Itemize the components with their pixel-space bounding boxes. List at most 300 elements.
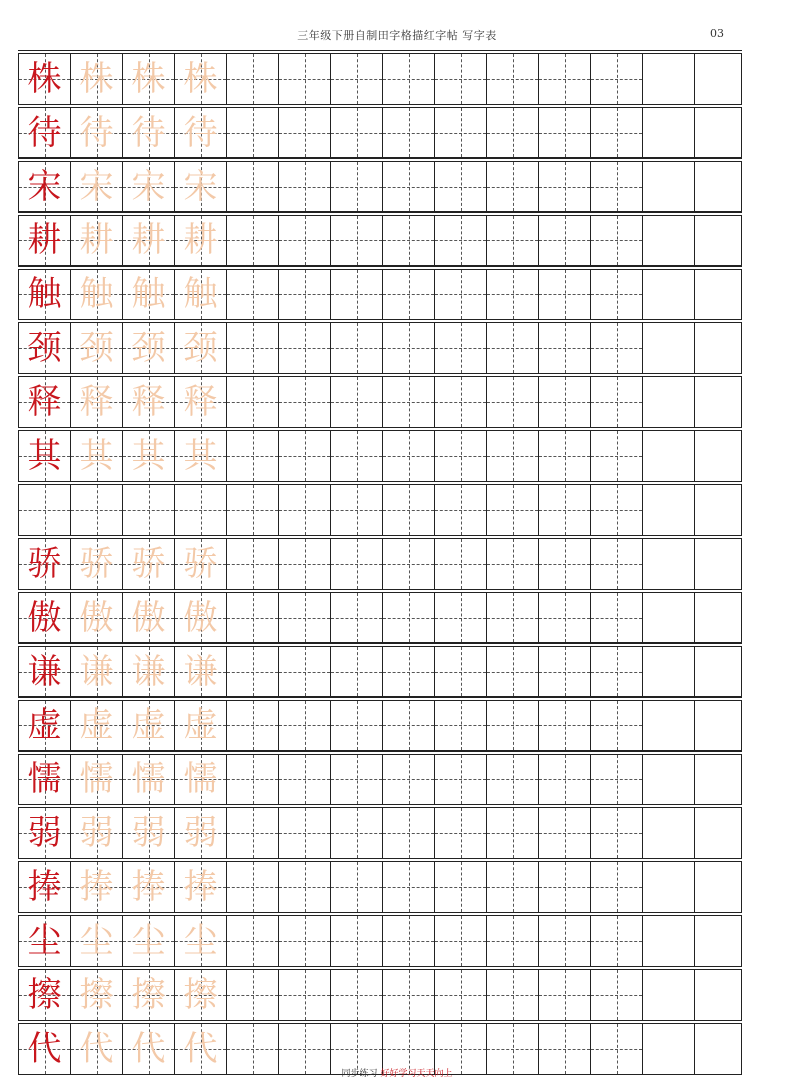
tian-cell[interactable] (331, 485, 383, 535)
tian-cell[interactable] (227, 323, 279, 373)
tian-cell[interactable] (227, 162, 279, 212)
tian-cell[interactable] (591, 593, 643, 643)
tian-cell[interactable] (591, 485, 643, 535)
tian-cell[interactable] (383, 216, 435, 266)
tian-cell[interactable] (279, 539, 331, 589)
tian-cell[interactable] (591, 431, 643, 481)
tian-cell[interactable] (435, 216, 487, 266)
model-character (19, 485, 70, 535)
tian-cell[interactable] (19, 431, 71, 481)
tian-cell[interactable] (331, 808, 383, 858)
tian-cell[interactable] (71, 916, 123, 966)
tian-cell[interactable] (331, 54, 383, 104)
tian-cell[interactable] (331, 862, 383, 912)
blank-cell[interactable] (643, 377, 695, 427)
tian-cell[interactable] (435, 108, 487, 158)
blank-cell[interactable] (695, 808, 747, 858)
trace-character: 懦 (79, 759, 114, 800)
tian-cell[interactable] (383, 108, 435, 158)
blank-cell[interactable] (695, 485, 747, 535)
tian-cell[interactable] (71, 54, 123, 104)
tian-cell[interactable] (539, 270, 591, 320)
tian-cell[interactable] (19, 108, 71, 158)
tian-cell[interactable] (175, 539, 227, 589)
blank-cell[interactable] (643, 108, 695, 158)
tian-cell[interactable] (71, 377, 123, 427)
tian-cell[interactable] (279, 808, 331, 858)
tian-cell[interactable] (539, 323, 591, 373)
trace-character: 捧 (79, 867, 114, 908)
tian-cell[interactable] (227, 970, 279, 1020)
tian-cell[interactable] (175, 162, 227, 212)
trace-character: 擦 (131, 974, 166, 1015)
tian-cell[interactable] (123, 1024, 175, 1074)
tian-cell[interactable] (123, 808, 175, 858)
tian-cell[interactable] (123, 54, 175, 104)
tian-cell[interactable] (175, 755, 227, 805)
tian-cell[interactable] (539, 54, 591, 104)
tian-cell[interactable] (175, 970, 227, 1020)
tian-cell[interactable] (487, 54, 539, 104)
tian-cell[interactable] (539, 647, 591, 697)
tian-cell[interactable] (539, 162, 591, 212)
model-character: 捧 (27, 867, 62, 908)
tian-cell[interactable] (591, 54, 643, 104)
tian-cell[interactable] (279, 916, 331, 966)
tian-cell[interactable] (487, 916, 539, 966)
tian-cell[interactable] (539, 593, 591, 643)
tian-cell[interactable] (175, 323, 227, 373)
tian-cell[interactable] (123, 970, 175, 1020)
trace-character: 颈 (183, 328, 218, 369)
tian-cell[interactable] (435, 755, 487, 805)
tian-cell[interactable] (227, 593, 279, 643)
tian-cell[interactable] (71, 1024, 123, 1074)
tian-cell[interactable] (123, 431, 175, 481)
model-character: 耕 (27, 220, 62, 261)
blank-cell[interactable] (643, 216, 695, 266)
blank-cell[interactable] (695, 862, 747, 912)
blank-cell[interactable] (695, 647, 747, 697)
tian-cell[interactable] (71, 755, 123, 805)
trace-character: 株 (131, 58, 166, 99)
tian-cell[interactable] (227, 701, 279, 751)
tian-cell[interactable] (175, 377, 227, 427)
tian-cell[interactable] (19, 270, 71, 320)
tian-cell[interactable] (123, 539, 175, 589)
trace-character: 株 (79, 58, 114, 99)
tian-cell[interactable] (331, 755, 383, 805)
tian-cell[interactable] (487, 377, 539, 427)
tian-cell[interactable] (591, 970, 643, 1020)
tian-cell[interactable] (123, 377, 175, 427)
tian-cell[interactable] (227, 755, 279, 805)
tian-cell[interactable] (331, 216, 383, 266)
tian-cell[interactable] (487, 323, 539, 373)
tian-cell[interactable] (487, 755, 539, 805)
model-character: 虚 (27, 705, 62, 746)
tian-cell[interactable] (539, 701, 591, 751)
page-number: 03 (710, 27, 724, 40)
tian-cell[interactable] (71, 970, 123, 1020)
tian-cell[interactable] (331, 431, 383, 481)
trace-character: 释 (131, 382, 166, 423)
tian-cell[interactable] (19, 377, 71, 427)
tian-cell[interactable] (71, 108, 123, 158)
trace-character: 宋 (79, 166, 114, 207)
tian-cell[interactable] (539, 916, 591, 966)
tian-cell[interactable] (435, 539, 487, 589)
tian-cell[interactable] (383, 270, 435, 320)
tian-cell[interactable] (383, 808, 435, 858)
tian-cell[interactable] (227, 377, 279, 427)
blank-cell[interactable] (695, 54, 747, 104)
tian-cell[interactable] (331, 970, 383, 1020)
trace-character: 擦 (79, 974, 114, 1015)
tian-cell[interactable] (227, 862, 279, 912)
tian-cell[interactable] (19, 970, 71, 1020)
trace-character: 释 (79, 382, 114, 423)
tian-cell[interactable] (279, 377, 331, 427)
tian-cell[interactable] (123, 593, 175, 643)
blank-cell[interactable] (643, 701, 695, 751)
tian-cell[interactable] (591, 539, 643, 589)
tian-cell[interactable] (19, 916, 71, 966)
tian-cell[interactable] (487, 162, 539, 212)
tian-cell[interactable] (383, 593, 435, 643)
tian-cell[interactable] (71, 162, 123, 212)
tian-cell[interactable] (331, 162, 383, 212)
tian-cell[interactable] (591, 377, 643, 427)
tian-cell[interactable] (331, 377, 383, 427)
trace-character: 捧 (183, 867, 218, 908)
tian-cell[interactable] (331, 270, 383, 320)
model-character: 代 (27, 1028, 62, 1069)
trace-character: 耕 (131, 220, 166, 261)
tian-cell[interactable] (591, 647, 643, 697)
tian-cell[interactable] (227, 270, 279, 320)
tian-cell[interactable] (487, 108, 539, 158)
tian-cell[interactable] (19, 216, 71, 266)
tian-cell[interactable] (123, 162, 175, 212)
tian-cell[interactable] (19, 539, 71, 589)
tian-cell[interactable] (591, 862, 643, 912)
tian-cell[interactable] (123, 916, 175, 966)
tian-cell[interactable] (539, 377, 591, 427)
tian-cell[interactable] (487, 862, 539, 912)
trace-character: 株 (183, 58, 218, 99)
blank-cell[interactable] (643, 539, 695, 589)
tian-cell[interactable] (123, 647, 175, 697)
tian-cell[interactable] (591, 216, 643, 266)
tian-cell[interactable] (279, 54, 331, 104)
tian-cell[interactable] (227, 108, 279, 158)
blank-cell[interactable] (643, 755, 695, 805)
blank-cell[interactable] (643, 808, 695, 858)
tian-cell[interactable] (539, 108, 591, 158)
blank-cell[interactable] (643, 431, 695, 481)
tian-cell[interactable] (539, 970, 591, 1020)
tian-cell[interactable] (279, 323, 331, 373)
tian-cell[interactable] (227, 647, 279, 697)
tian-cell[interactable] (435, 916, 487, 966)
tian-cell[interactable] (175, 916, 227, 966)
tian-cell[interactable] (175, 270, 227, 320)
tian-cell[interactable] (435, 54, 487, 104)
tian-cell[interactable] (19, 593, 71, 643)
tian-cell[interactable] (383, 539, 435, 589)
tian-cell[interactable] (279, 593, 331, 643)
blank-cell[interactable] (695, 108, 747, 158)
blank-cell[interactable] (695, 216, 747, 266)
tian-cell[interactable] (331, 539, 383, 589)
tian-cell[interactable] (71, 270, 123, 320)
blank-cell[interactable] (643, 270, 695, 320)
blank-cell[interactable] (695, 323, 747, 373)
trace-character: 虚 (131, 705, 166, 746)
tian-cell[interactable] (71, 862, 123, 912)
blank-cell[interactable] (695, 916, 747, 966)
tian-cell[interactable] (539, 808, 591, 858)
tian-cell[interactable] (71, 647, 123, 697)
tian-cell[interactable] (123, 270, 175, 320)
tian-cell[interactable] (123, 755, 175, 805)
trace-character: 谦 (131, 651, 166, 692)
tian-cell[interactable] (435, 162, 487, 212)
trace-character: 懦 (183, 759, 218, 800)
tian-cell[interactable] (279, 862, 331, 912)
blank-cell[interactable] (643, 647, 695, 697)
trace-character: 宋 (131, 166, 166, 207)
tian-cell[interactable] (279, 701, 331, 751)
trace-character: 尘 (183, 921, 218, 961)
blank-cell[interactable] (643, 485, 695, 535)
blank-cell[interactable] (643, 54, 695, 104)
tian-cell[interactable] (487, 647, 539, 697)
tian-cell[interactable] (591, 701, 643, 751)
tian-cell[interactable] (175, 216, 227, 266)
tian-cell[interactable] (279, 270, 331, 320)
tian-cell[interactable] (175, 862, 227, 912)
tian-cell[interactable] (175, 485, 227, 535)
tian-cell[interactable] (175, 593, 227, 643)
tian-cell[interactable] (227, 54, 279, 104)
tian-cell[interactable] (487, 808, 539, 858)
tian-cell[interactable] (227, 916, 279, 966)
tian-cell[interactable] (383, 485, 435, 535)
blank-cell[interactable] (695, 755, 747, 805)
tian-cell[interactable] (591, 755, 643, 805)
trace-character: 颈 (131, 328, 166, 369)
blank-cell[interactable] (695, 593, 747, 643)
blank-cell[interactable] (695, 270, 747, 320)
tian-cell[interactable] (279, 970, 331, 1020)
blank-cell[interactable] (695, 701, 747, 751)
blank-cell[interactable] (695, 162, 747, 212)
tian-cell[interactable] (487, 970, 539, 1020)
blank-cell[interactable] (643, 916, 695, 966)
tian-cell[interactable] (175, 54, 227, 104)
tian-cell[interactable] (539, 485, 591, 535)
tian-cell[interactable] (175, 1024, 227, 1074)
model-character: 宋 (27, 166, 62, 207)
tian-cell[interactable] (435, 431, 487, 481)
tian-cell[interactable] (19, 808, 71, 858)
tian-cell[interactable] (539, 862, 591, 912)
tian-cell[interactable] (435, 270, 487, 320)
trace-character (71, 485, 122, 535)
tian-cell[interactable] (175, 431, 227, 481)
tian-cell[interactable] (279, 431, 331, 481)
tian-cell[interactable] (487, 270, 539, 320)
tian-cell[interactable] (71, 485, 123, 535)
practice-row (18, 376, 742, 428)
trace-character: 其 (79, 435, 114, 476)
tian-cell[interactable] (435, 808, 487, 858)
tian-cell[interactable] (435, 647, 487, 697)
tian-cell[interactable] (435, 377, 487, 427)
tian-cell[interactable] (279, 162, 331, 212)
tian-cell[interactable] (71, 539, 123, 589)
tian-cell[interactable] (591, 323, 643, 373)
trace-character: 弱 (79, 813, 114, 854)
trace-character: 颈 (79, 328, 114, 369)
tian-cell[interactable] (383, 701, 435, 751)
tian-cell[interactable] (383, 862, 435, 912)
tian-cell[interactable] (435, 701, 487, 751)
blank-cell[interactable] (695, 431, 747, 481)
tian-cell[interactable] (487, 216, 539, 266)
tian-cell[interactable] (539, 539, 591, 589)
tian-cell[interactable] (435, 593, 487, 643)
tian-cell[interactable] (383, 431, 435, 481)
trace-character: 虚 (79, 705, 114, 746)
tian-cell[interactable] (71, 808, 123, 858)
model-character: 待 (27, 112, 62, 153)
tian-cell[interactable] (123, 485, 175, 535)
tian-cell[interactable] (435, 485, 487, 535)
tian-cell[interactable] (227, 539, 279, 589)
tian-cell[interactable] (487, 593, 539, 643)
tian-cell[interactable] (227, 431, 279, 481)
tian-cell[interactable] (71, 216, 123, 266)
tian-cell[interactable] (487, 485, 539, 535)
tian-cell[interactable] (279, 647, 331, 697)
tian-cell[interactable] (331, 593, 383, 643)
tian-cell[interactable] (383, 323, 435, 373)
tian-cell[interactable] (19, 755, 71, 805)
tian-cell[interactable] (71, 593, 123, 643)
tian-cell[interactable] (175, 701, 227, 751)
tian-cell[interactable] (591, 916, 643, 966)
tian-cell[interactable] (383, 162, 435, 212)
tian-cell[interactable] (331, 647, 383, 697)
blank-cell[interactable] (643, 323, 695, 373)
practice-row (18, 754, 742, 806)
tian-cell[interactable] (383, 54, 435, 104)
tian-cell[interactable] (487, 431, 539, 481)
model-character: 傲 (27, 597, 62, 638)
blank-cell[interactable] (643, 593, 695, 643)
tian-cell[interactable] (331, 916, 383, 966)
tian-cell[interactable] (227, 216, 279, 266)
tian-cell[interactable] (279, 216, 331, 266)
tian-cell[interactable] (175, 108, 227, 158)
blank-cell[interactable] (695, 970, 747, 1020)
trace-character: 虚 (183, 705, 218, 746)
tian-cell[interactable] (279, 108, 331, 158)
tian-cell[interactable] (435, 970, 487, 1020)
tian-cell[interactable] (435, 862, 487, 912)
tian-cell[interactable] (19, 485, 71, 535)
tian-cell[interactable] (539, 216, 591, 266)
tian-cell[interactable] (279, 755, 331, 805)
tian-cell[interactable] (71, 701, 123, 751)
tian-cell[interactable] (19, 1024, 71, 1074)
tian-cell[interactable] (123, 108, 175, 158)
trace-character: 尘 (79, 921, 114, 961)
tian-cell[interactable] (383, 970, 435, 1020)
tian-cell[interactable] (71, 323, 123, 373)
trace-character: 骄 (131, 543, 166, 584)
tian-cell[interactable] (487, 539, 539, 589)
tian-cell[interactable] (123, 701, 175, 751)
tian-cell[interactable] (19, 701, 71, 751)
tian-cell[interactable] (227, 808, 279, 858)
tian-cell[interactable] (123, 216, 175, 266)
tian-cell[interactable] (435, 323, 487, 373)
tian-cell[interactable] (175, 808, 227, 858)
tian-cell[interactable] (19, 162, 71, 212)
tian-cell[interactable] (123, 862, 175, 912)
tian-cell[interactable] (227, 485, 279, 535)
blank-cell[interactable] (695, 377, 747, 427)
tian-cell[interactable] (19, 862, 71, 912)
blank-cell[interactable] (695, 539, 747, 589)
trace-character: 释 (183, 382, 218, 423)
tian-cell[interactable] (331, 323, 383, 373)
tian-cell[interactable] (331, 108, 383, 158)
tian-cell[interactable] (331, 701, 383, 751)
tian-cell[interactable] (591, 162, 643, 212)
tian-cell[interactable] (539, 755, 591, 805)
tian-cell[interactable] (539, 431, 591, 481)
tian-cell[interactable] (19, 54, 71, 104)
tian-cell[interactable] (591, 808, 643, 858)
tian-cell[interactable] (383, 377, 435, 427)
tian-cell[interactable] (19, 323, 71, 373)
practice-row (18, 430, 742, 482)
tian-cell[interactable] (383, 916, 435, 966)
tian-cell[interactable] (279, 485, 331, 535)
blank-cell[interactable] (643, 162, 695, 212)
model-character: 擦 (27, 974, 62, 1015)
tian-cell[interactable] (123, 323, 175, 373)
tian-cell[interactable] (591, 108, 643, 158)
tian-cell[interactable] (487, 701, 539, 751)
blank-cell[interactable] (643, 862, 695, 912)
practice-row (18, 592, 742, 644)
blank-cell[interactable] (643, 970, 695, 1020)
tian-cell[interactable] (71, 431, 123, 481)
tian-cell[interactable] (175, 647, 227, 697)
tian-cell[interactable] (383, 755, 435, 805)
model-character: 株 (27, 58, 62, 99)
tian-cell[interactable] (591, 270, 643, 320)
footer-right: 好好学习天天向上 (380, 1069, 453, 1079)
tian-cell[interactable] (19, 647, 71, 697)
tian-cell[interactable] (383, 647, 435, 697)
